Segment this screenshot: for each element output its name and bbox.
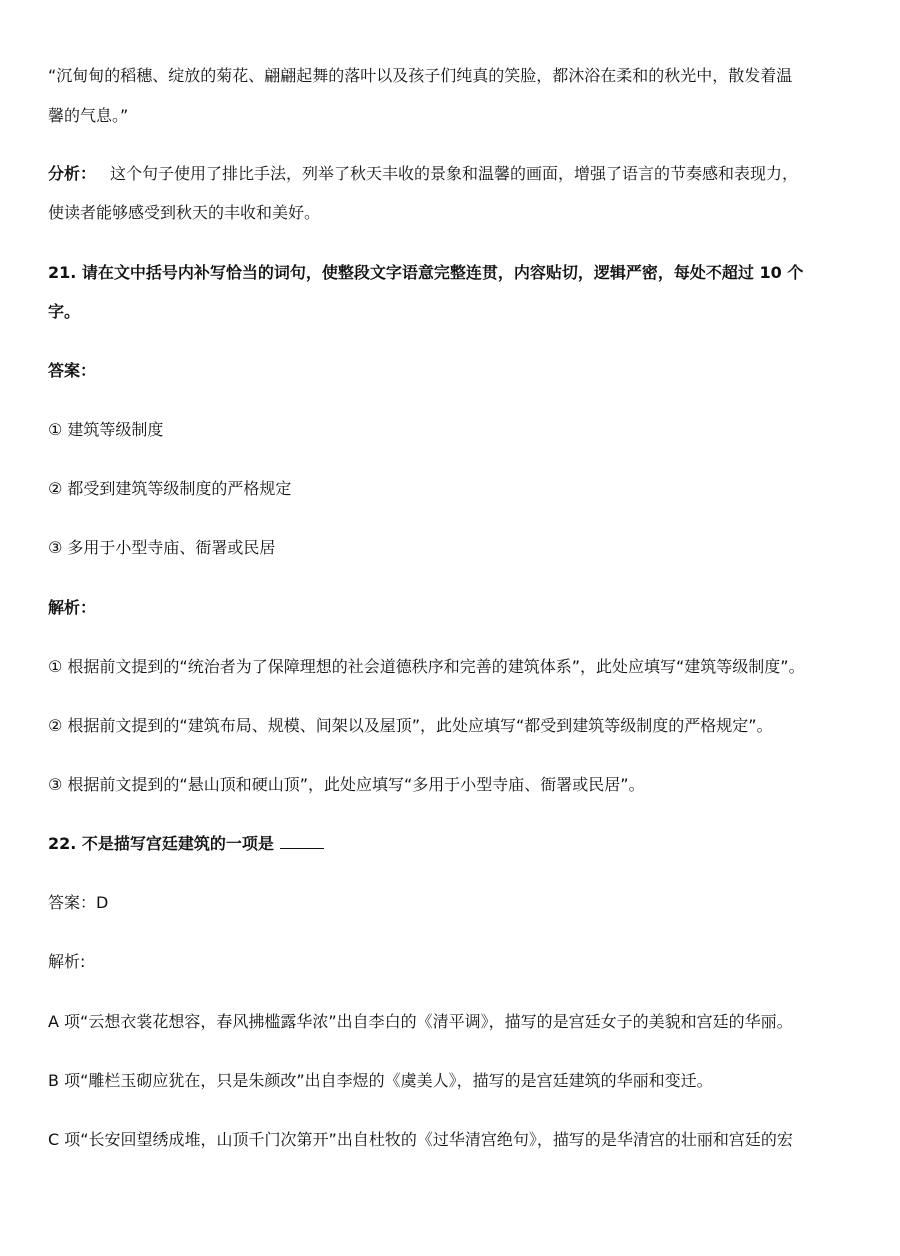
q21-question-line-1: 21. 请在文中括号内补写恰当的词句，使整段文字语意完整连贯，内容贴切，逻辑严密，每处不超过 10 个 — [48, 263, 804, 282]
q21-question-line-2: 字。 — [48, 302, 81, 321]
q21-answer-label: 答案： — [48, 361, 97, 380]
q21-explanation-2: ② 根据前文提到的“建筑布局、规模、间架以及屋顶”，此处应填写“都受到建筑等级制度的严格规定”。 — [48, 716, 773, 735]
intro-quote-line-1: “沉甸甸的稻穗、绽放的菊花、翩翩起舞的落叶以及孩子们纯真的笑脸，都沐浴在柔和的秋光中，散发着温 — [48, 66, 793, 85]
q21-answer-2: ② 都受到建筑等级制度的严格规定 — [48, 479, 292, 498]
q22-explanation-label: 解析: — [48, 952, 86, 971]
q21-answer-3: ③ 多用于小型寺庙、衙署或民居 — [48, 538, 276, 557]
analysis-line-1 — [48, 164, 798, 184]
analysis-text-1: 这个句子使用了排比手法，列举了秋天丰收的景象和温馨的画面，增强了语言的节奏感和表现力， — [110, 164, 799, 183]
q22-answer: 答案：D — [48, 893, 109, 912]
q21-answer-1: ① 建筑等级制度 — [48, 420, 164, 439]
q22-question — [48, 834, 324, 854]
q21-explanation-1: ① 根据前文提到的“统治者为了保障理想的社会道德秩序和完善的建筑体系”，此处应填写“建筑等级制度”。 — [48, 657, 805, 676]
q21-explanation-3: ③ 根据前文提到的“悬山顶和硬山顶”，此处应填写“多用于小型寺庙、衙署或民居”。 — [48, 775, 645, 794]
intro-quote-line-2: 馨的气息。” — [48, 106, 129, 125]
analysis-label: 分析： — [48, 164, 97, 183]
q22-question-text: 22. 不是描写宫廷建筑的一项是 — [48, 834, 274, 853]
q22-option-a: A 项“云想衣裳花想容，春风拂槛露华浓”出自李白的《清平调》，描写的是宫廷女子的美貌和宫廷的华丽。 — [48, 1012, 793, 1031]
q22-option-c: C 项“长安回望绣成堆，山顶千门次第开”出自杜牧的《过华清宫绝句》，描写的是华清宫的壮丽和宫廷的宏 — [48, 1130, 793, 1149]
q22-option-b: B 项“雕栏玉砌应犹在，只是朱颜改”出自李煜的《虞美人》，描写的是宫廷建筑的华丽和变迁。 — [48, 1071, 713, 1090]
q21-explanation-label: 解析： — [48, 598, 97, 617]
answer-blank — [280, 834, 324, 849]
analysis-line-2: 使读者能够感受到秋天的丰收和美好。 — [48, 203, 321, 222]
